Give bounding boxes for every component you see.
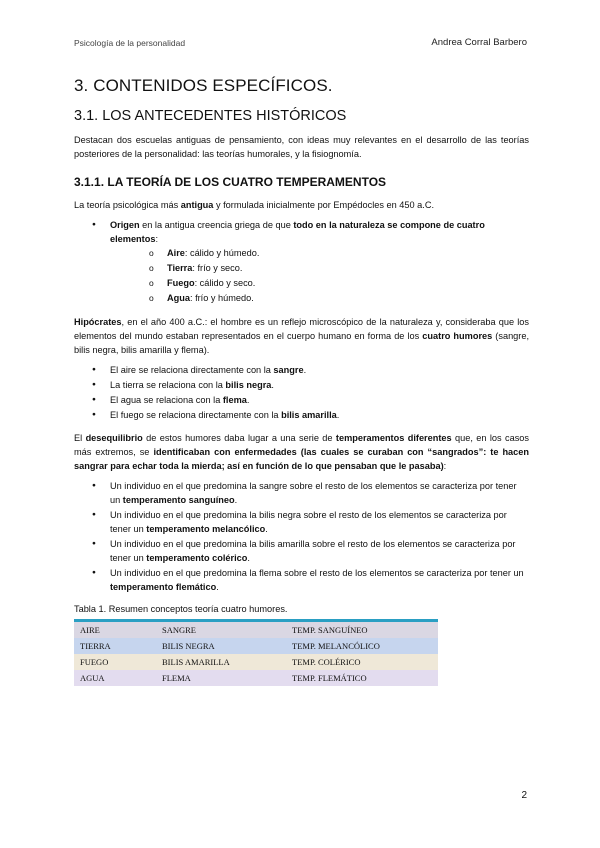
page-content: [74, 70, 529, 686]
header-left: Psicología de la personalidad: [74, 38, 186, 48]
hipocrates-paragraph: Hipócrates, en el año 400 a.C.: el hombre es un reflejo microscópico de la naturaleza y, consideraba que los elementos del mundo estaban representados en el cuerpo humano en forma de los cuatro humores (sangre, bilis negra, bilis amarilla y flema).: [74, 317, 530, 355]
table-cell: AGUA: [80, 673, 105, 683]
table-row: [74, 670, 438, 686]
subsection-heading: 3.1. LOS ANTECEDENTES HISTÓRICOS: [74, 108, 347, 124]
imbalance-paragraph: El desequilibrio de estos humores daba lugar a una serie de temperamentos diferentes que, en los casos más extremos, se identificaban con enfermedades (las cuales se curaban con “sangrados”: te hacen sangrar para echar toda la mierda; así en función de lo que pensaban que le pasaba):: [74, 433, 530, 471]
table-cell: FUEGO: [80, 657, 109, 667]
intro-paragraph: Destacan dos escuelas antiguas de pensamiento, con ideas muy relevantes en el desarrollo de las teorías posteriores de la personalidad: las teorías humorales, y la fisiognomía.: [74, 135, 529, 159]
table-cell: AIRE: [80, 625, 100, 635]
table-cell: SANGRE: [162, 625, 197, 635]
section-heading: 3. CONTENIDOS ESPECÍFICOS.: [74, 76, 333, 95]
table-cell: BILIS AMARILLA: [162, 657, 230, 667]
table-row: [74, 621, 438, 639]
table-row: [74, 638, 438, 654]
table-row: [74, 654, 438, 670]
list-item: ● El aire se relaciona directamente con la sangre.: [74, 363, 529, 377]
list-item: ● El agua se relaciona con la flema.: [74, 393, 529, 407]
list-item: o Aire: cálido y húmedo.: [110, 246, 529, 261]
table-cell: TEMP. FLEMÁTICO: [292, 673, 367, 683]
page-number: 2: [521, 790, 527, 801]
list-item: ● Un individuo en el que predomina la bilis negra sobre el resto de los elementos se caracteriza por tener un temperamento melancólico.: [74, 508, 529, 536]
table-cell: FLEMA: [162, 673, 191, 683]
header-right: Andrea Corral Barbero: [431, 37, 527, 48]
humors-table: [74, 619, 438, 686]
subsubsection-heading: 3.1.1. LA TEORÍA DE LOS CUATRO TEMPERAMENTOS: [74, 175, 387, 189]
table-cell: TEMP. COLÉRICO: [292, 657, 361, 667]
elements-list: [110, 246, 529, 306]
list-item: o Agua: frío y húmedo.: [110, 291, 529, 306]
list-item: ● Un individuo en el que predomina la bilis amarilla sobre el resto de los elementos se caracteriza por tener un temperamento colérico.: [74, 537, 529, 565]
list-item: ● Origen en la antigua creencia griega de que todo en la naturaleza se compone de cuatro elementos: o Aire: cálido y húmedo. o Tierra: frío y seco. o Fuego: cálido y seco. o Agua: frío y húmedo.: [74, 218, 529, 306]
table-cell: TEMP. SANGUÍNEO: [292, 625, 368, 635]
list-item: ● Un individuo en el que predomina la sangre sobre el resto de los elementos se caracteriza por tener un temperamento sanguíneo.: [74, 479, 529, 507]
relations-list: [74, 363, 529, 422]
list-item: ● El fuego se relaciona directamente con la bilis amarilla.: [74, 408, 529, 422]
list-item: ● La tierra se relaciona con la bilis negra.: [74, 378, 529, 392]
origin-list: [74, 218, 529, 306]
table-caption: Tabla 1. Resumen conceptos teoría cuatro humores.: [74, 604, 288, 614]
list-item: o Tierra: frío y seco.: [110, 261, 529, 276]
table-cell: TEMP. MELANCÓLICO: [292, 641, 380, 651]
theory-paragraph: La teoría psicológica más antigua y formulada inicialmente por Empédocles en 450 a.C.: [74, 200, 435, 210]
list-item: o Fuego: cálido y seco.: [110, 276, 529, 291]
list-item: ● Un individuo en el que predomina la flema sobre el resto de los elementos se caracteriza por tener un temperamento flemático.: [74, 566, 529, 594]
temperaments-list: [74, 479, 529, 594]
table-cell: BILIS NEGRA: [162, 641, 215, 651]
table-cell: TIERRA: [80, 641, 111, 651]
